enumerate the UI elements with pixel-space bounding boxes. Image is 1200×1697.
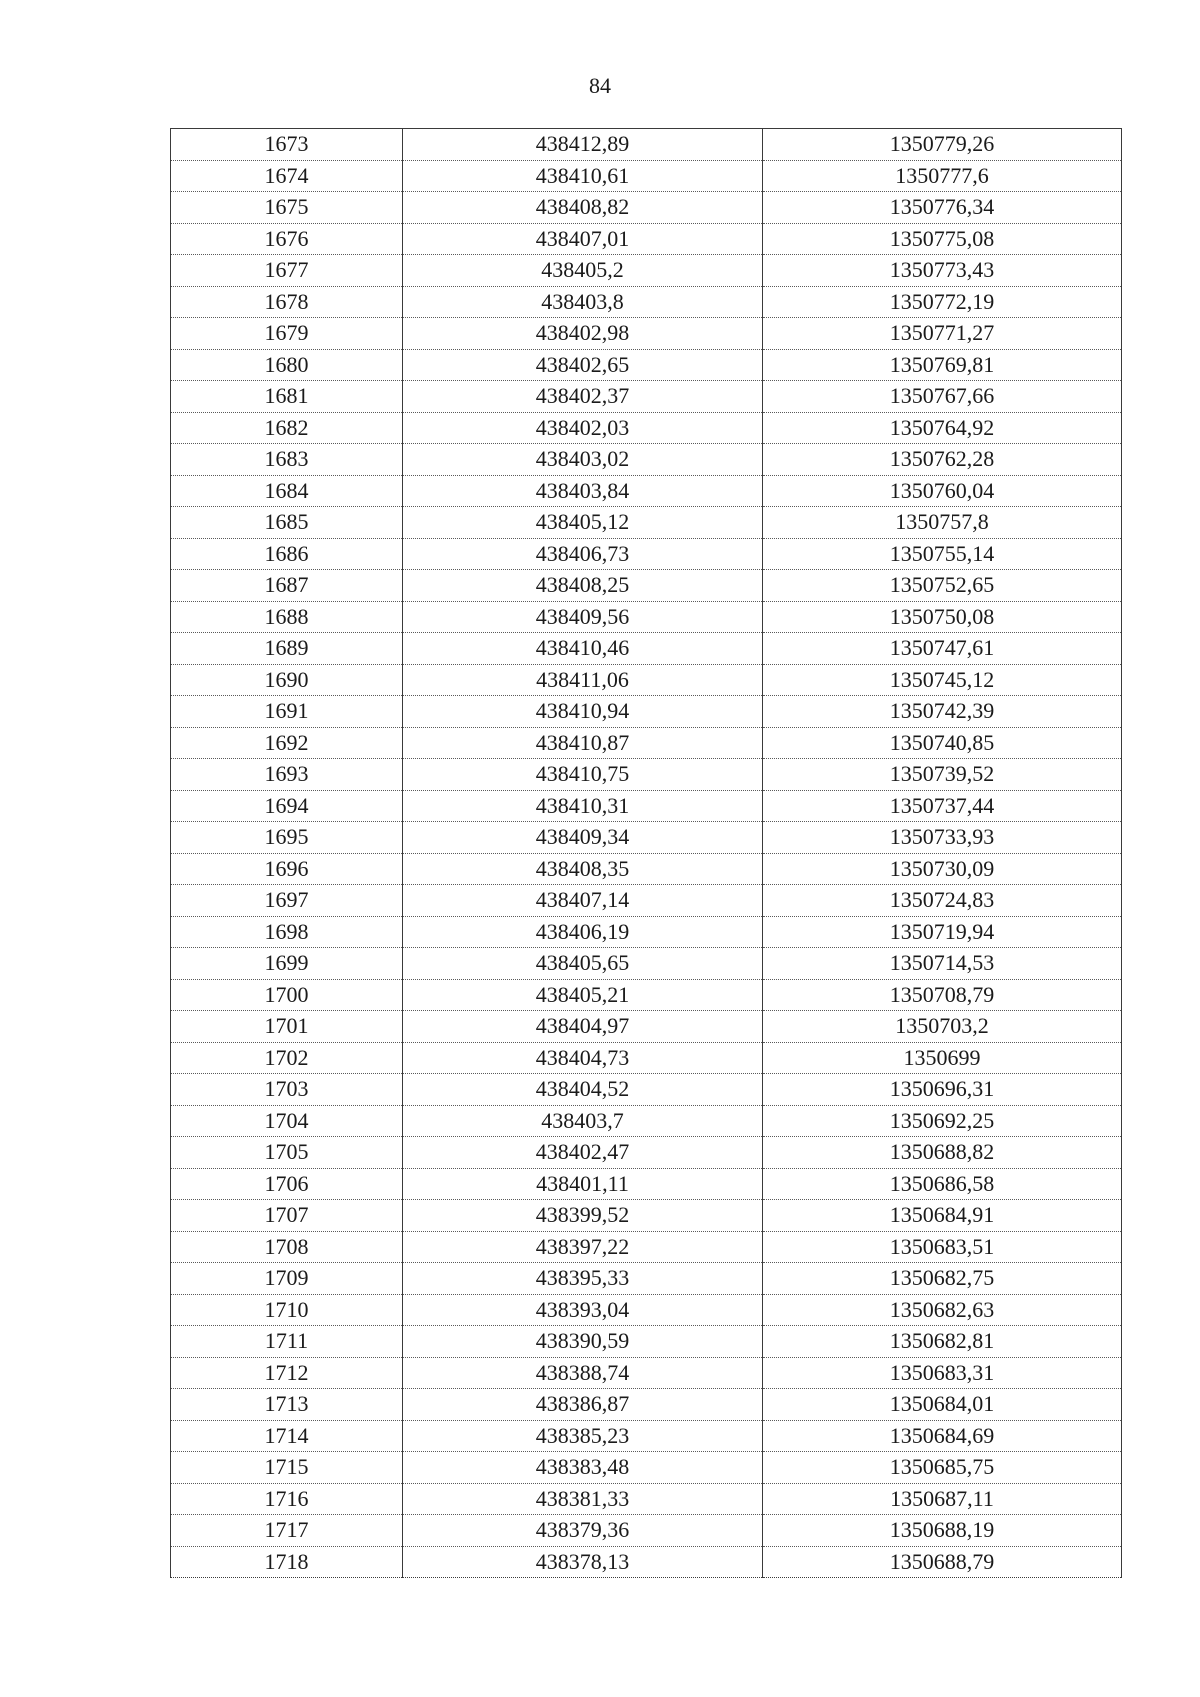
x-coordinate-cell: 438403,84 [403, 475, 763, 507]
point-number-cell: 1692 [171, 727, 403, 759]
y-coordinate-cell: 1350762,28 [763, 444, 1122, 476]
y-coordinate-cell: 1350775,08 [763, 223, 1122, 255]
table-row [171, 1452, 1122, 1484]
x-coordinate-cell: 438406,19 [403, 916, 763, 948]
x-coordinate-cell: 438402,37 [403, 381, 763, 413]
point-number-cell: 1698 [171, 916, 403, 948]
x-coordinate-cell: 438410,87 [403, 727, 763, 759]
table-row [171, 1231, 1122, 1263]
x-coordinate-cell: 438410,61 [403, 160, 763, 192]
y-coordinate-cell: 1350688,79 [763, 1546, 1122, 1578]
x-coordinate-cell: 438402,03 [403, 412, 763, 444]
point-number-cell: 1676 [171, 223, 403, 255]
table-row [171, 664, 1122, 696]
point-number-cell: 1680 [171, 349, 403, 381]
x-coordinate-cell: 438412,89 [403, 129, 763, 161]
y-coordinate-cell: 1350724,83 [763, 885, 1122, 917]
y-coordinate-cell: 1350688,82 [763, 1137, 1122, 1169]
y-coordinate-cell: 1350682,81 [763, 1326, 1122, 1358]
point-number-cell: 1699 [171, 948, 403, 980]
point-number-cell: 1700 [171, 979, 403, 1011]
table-row [171, 412, 1122, 444]
point-number-cell: 1703 [171, 1074, 403, 1106]
point-number-cell: 1690 [171, 664, 403, 696]
point-number-cell: 1716 [171, 1483, 403, 1515]
table-row [171, 223, 1122, 255]
x-coordinate-cell: 438402,65 [403, 349, 763, 381]
y-coordinate-cell: 1350769,81 [763, 349, 1122, 381]
x-coordinate-cell: 438386,87 [403, 1389, 763, 1421]
x-coordinate-cell: 438404,73 [403, 1042, 763, 1074]
y-coordinate-cell: 1350740,85 [763, 727, 1122, 759]
point-number-cell: 1694 [171, 790, 403, 822]
y-coordinate-cell: 1350733,93 [763, 822, 1122, 854]
table-row [171, 381, 1122, 413]
table-row [171, 129, 1122, 161]
x-coordinate-cell: 438399,52 [403, 1200, 763, 1232]
x-coordinate-cell: 438397,22 [403, 1231, 763, 1263]
table-row [171, 979, 1122, 1011]
point-number-cell: 1689 [171, 633, 403, 665]
table-row [171, 475, 1122, 507]
table-row [171, 1357, 1122, 1389]
point-number-cell: 1706 [171, 1168, 403, 1200]
point-number-cell: 1684 [171, 475, 403, 507]
point-number-cell: 1682 [171, 412, 403, 444]
point-number-cell: 1704 [171, 1105, 403, 1137]
page-number: 84 [589, 73, 611, 98]
table-row [171, 885, 1122, 917]
point-number-cell: 1711 [171, 1326, 403, 1358]
table-row [171, 790, 1122, 822]
table-row [171, 696, 1122, 728]
x-coordinate-cell: 438402,98 [403, 318, 763, 350]
x-coordinate-cell: 438409,56 [403, 601, 763, 633]
x-coordinate-cell: 438388,74 [403, 1357, 763, 1389]
table-row [171, 1294, 1122, 1326]
y-coordinate-cell: 1350703,2 [763, 1011, 1122, 1043]
x-coordinate-cell: 438379,36 [403, 1515, 763, 1547]
point-number-cell: 1691 [171, 696, 403, 728]
point-number-cell: 1681 [171, 381, 403, 413]
y-coordinate-cell: 1350767,66 [763, 381, 1122, 413]
table-row [171, 1137, 1122, 1169]
y-coordinate-cell: 1350742,39 [763, 696, 1122, 728]
table-row [171, 286, 1122, 318]
point-number-cell: 1715 [171, 1452, 403, 1484]
y-coordinate-cell: 1350773,43 [763, 255, 1122, 287]
table-row [171, 507, 1122, 539]
y-coordinate-cell: 1350708,79 [763, 979, 1122, 1011]
y-coordinate-cell: 1350752,65 [763, 570, 1122, 602]
y-coordinate-cell: 1350699 [763, 1042, 1122, 1074]
point-number-cell: 1708 [171, 1231, 403, 1263]
point-number-cell: 1714 [171, 1420, 403, 1452]
y-coordinate-cell: 1350747,61 [763, 633, 1122, 665]
y-coordinate-cell: 1350764,92 [763, 412, 1122, 444]
point-number-cell: 1705 [171, 1137, 403, 1169]
x-coordinate-cell: 438411,06 [403, 664, 763, 696]
y-coordinate-cell: 1350684,69 [763, 1420, 1122, 1452]
x-coordinate-cell: 438403,7 [403, 1105, 763, 1137]
table-row [171, 822, 1122, 854]
coordinates-table [170, 128, 1122, 1578]
point-number-cell: 1686 [171, 538, 403, 570]
point-number-cell: 1673 [171, 129, 403, 161]
point-number-cell: 1701 [171, 1011, 403, 1043]
x-coordinate-cell: 438404,52 [403, 1074, 763, 1106]
x-coordinate-cell: 438401,11 [403, 1168, 763, 1200]
table-row [171, 1420, 1122, 1452]
x-coordinate-cell: 438410,75 [403, 759, 763, 791]
point-number-cell: 1693 [171, 759, 403, 791]
y-coordinate-cell: 1350776,34 [763, 192, 1122, 224]
table-row [171, 1515, 1122, 1547]
x-coordinate-cell: 438395,33 [403, 1263, 763, 1295]
x-coordinate-cell: 438403,02 [403, 444, 763, 476]
table-row [171, 349, 1122, 381]
x-coordinate-cell: 438393,04 [403, 1294, 763, 1326]
y-coordinate-cell: 1350771,27 [763, 318, 1122, 350]
y-coordinate-cell: 1350739,52 [763, 759, 1122, 791]
y-coordinate-cell: 1350688,19 [763, 1515, 1122, 1547]
table-row [171, 444, 1122, 476]
point-number-cell: 1710 [171, 1294, 403, 1326]
y-coordinate-cell: 1350730,09 [763, 853, 1122, 885]
x-coordinate-cell: 438407,01 [403, 223, 763, 255]
x-coordinate-cell: 438405,2 [403, 255, 763, 287]
x-coordinate-cell: 438390,59 [403, 1326, 763, 1358]
table-row [171, 916, 1122, 948]
point-number-cell: 1717 [171, 1515, 403, 1547]
point-number-cell: 1702 [171, 1042, 403, 1074]
y-coordinate-cell: 1350777,6 [763, 160, 1122, 192]
y-coordinate-cell: 1350684,91 [763, 1200, 1122, 1232]
table-row [171, 727, 1122, 759]
x-coordinate-cell: 438381,33 [403, 1483, 763, 1515]
x-coordinate-cell: 438405,21 [403, 979, 763, 1011]
point-number-cell: 1695 [171, 822, 403, 854]
table-row [171, 1389, 1122, 1421]
x-coordinate-cell: 438402,47 [403, 1137, 763, 1169]
table-row [171, 601, 1122, 633]
x-coordinate-cell: 438409,34 [403, 822, 763, 854]
table-row [171, 570, 1122, 602]
x-coordinate-cell: 438383,48 [403, 1452, 763, 1484]
y-coordinate-cell: 1350683,51 [763, 1231, 1122, 1263]
y-coordinate-cell: 1350696,31 [763, 1074, 1122, 1106]
x-coordinate-cell: 438405,12 [403, 507, 763, 539]
point-number-cell: 1678 [171, 286, 403, 318]
x-coordinate-cell: 438406,73 [403, 538, 763, 570]
table-row [171, 192, 1122, 224]
point-number-cell: 1707 [171, 1200, 403, 1232]
table-row [171, 1483, 1122, 1515]
y-coordinate-cell: 1350755,14 [763, 538, 1122, 570]
x-coordinate-cell: 438408,82 [403, 192, 763, 224]
table-row [171, 255, 1122, 287]
x-coordinate-cell: 438378,13 [403, 1546, 763, 1578]
table-row [171, 1546, 1122, 1578]
y-coordinate-cell: 1350687,11 [763, 1483, 1122, 1515]
point-number-cell: 1677 [171, 255, 403, 287]
x-coordinate-cell: 438408,35 [403, 853, 763, 885]
table-row [171, 1200, 1122, 1232]
table-row [171, 1105, 1122, 1137]
x-coordinate-cell: 438410,94 [403, 696, 763, 728]
y-coordinate-cell: 1350686,58 [763, 1168, 1122, 1200]
table-row [171, 759, 1122, 791]
point-number-cell: 1718 [171, 1546, 403, 1578]
point-number-cell: 1685 [171, 507, 403, 539]
point-number-cell: 1688 [171, 601, 403, 633]
point-number-cell: 1713 [171, 1389, 403, 1421]
table-row [171, 538, 1122, 570]
y-coordinate-cell: 1350772,19 [763, 286, 1122, 318]
point-number-cell: 1696 [171, 853, 403, 885]
point-number-cell: 1674 [171, 160, 403, 192]
coordinates-table-body [171, 129, 1122, 1578]
point-number-cell: 1709 [171, 1263, 403, 1295]
point-number-cell: 1683 [171, 444, 403, 476]
point-number-cell: 1712 [171, 1357, 403, 1389]
y-coordinate-cell: 1350750,08 [763, 601, 1122, 633]
point-number-cell: 1675 [171, 192, 403, 224]
y-coordinate-cell: 1350760,04 [763, 475, 1122, 507]
table-row [171, 633, 1122, 665]
y-coordinate-cell: 1350683,31 [763, 1357, 1122, 1389]
x-coordinate-cell: 438410,31 [403, 790, 763, 822]
x-coordinate-cell: 438405,65 [403, 948, 763, 980]
table-row [171, 853, 1122, 885]
y-coordinate-cell: 1350737,44 [763, 790, 1122, 822]
y-coordinate-cell: 1350714,53 [763, 948, 1122, 980]
y-coordinate-cell: 1350692,25 [763, 1105, 1122, 1137]
point-number-cell: 1697 [171, 885, 403, 917]
x-coordinate-cell: 438404,97 [403, 1011, 763, 1043]
table-row [171, 318, 1122, 350]
table-row [171, 1074, 1122, 1106]
x-coordinate-cell: 438385,23 [403, 1420, 763, 1452]
table-row [171, 160, 1122, 192]
table-row [171, 1011, 1122, 1043]
x-coordinate-cell: 438410,46 [403, 633, 763, 665]
x-coordinate-cell: 438407,14 [403, 885, 763, 917]
table-row [171, 1263, 1122, 1295]
x-coordinate-cell: 438403,8 [403, 286, 763, 318]
y-coordinate-cell: 1350685,75 [763, 1452, 1122, 1484]
y-coordinate-cell: 1350682,75 [763, 1263, 1122, 1295]
table-row [171, 948, 1122, 980]
y-coordinate-cell: 1350779,26 [763, 129, 1122, 161]
point-number-cell: 1679 [171, 318, 403, 350]
table-row [171, 1042, 1122, 1074]
point-number-cell: 1687 [171, 570, 403, 602]
y-coordinate-cell: 1350745,12 [763, 664, 1122, 696]
x-coordinate-cell: 438408,25 [403, 570, 763, 602]
y-coordinate-cell: 1350684,01 [763, 1389, 1122, 1421]
y-coordinate-cell: 1350757,8 [763, 507, 1122, 539]
y-coordinate-cell: 1350719,94 [763, 916, 1122, 948]
table-row [171, 1326, 1122, 1358]
y-coordinate-cell: 1350682,63 [763, 1294, 1122, 1326]
table-row [171, 1168, 1122, 1200]
